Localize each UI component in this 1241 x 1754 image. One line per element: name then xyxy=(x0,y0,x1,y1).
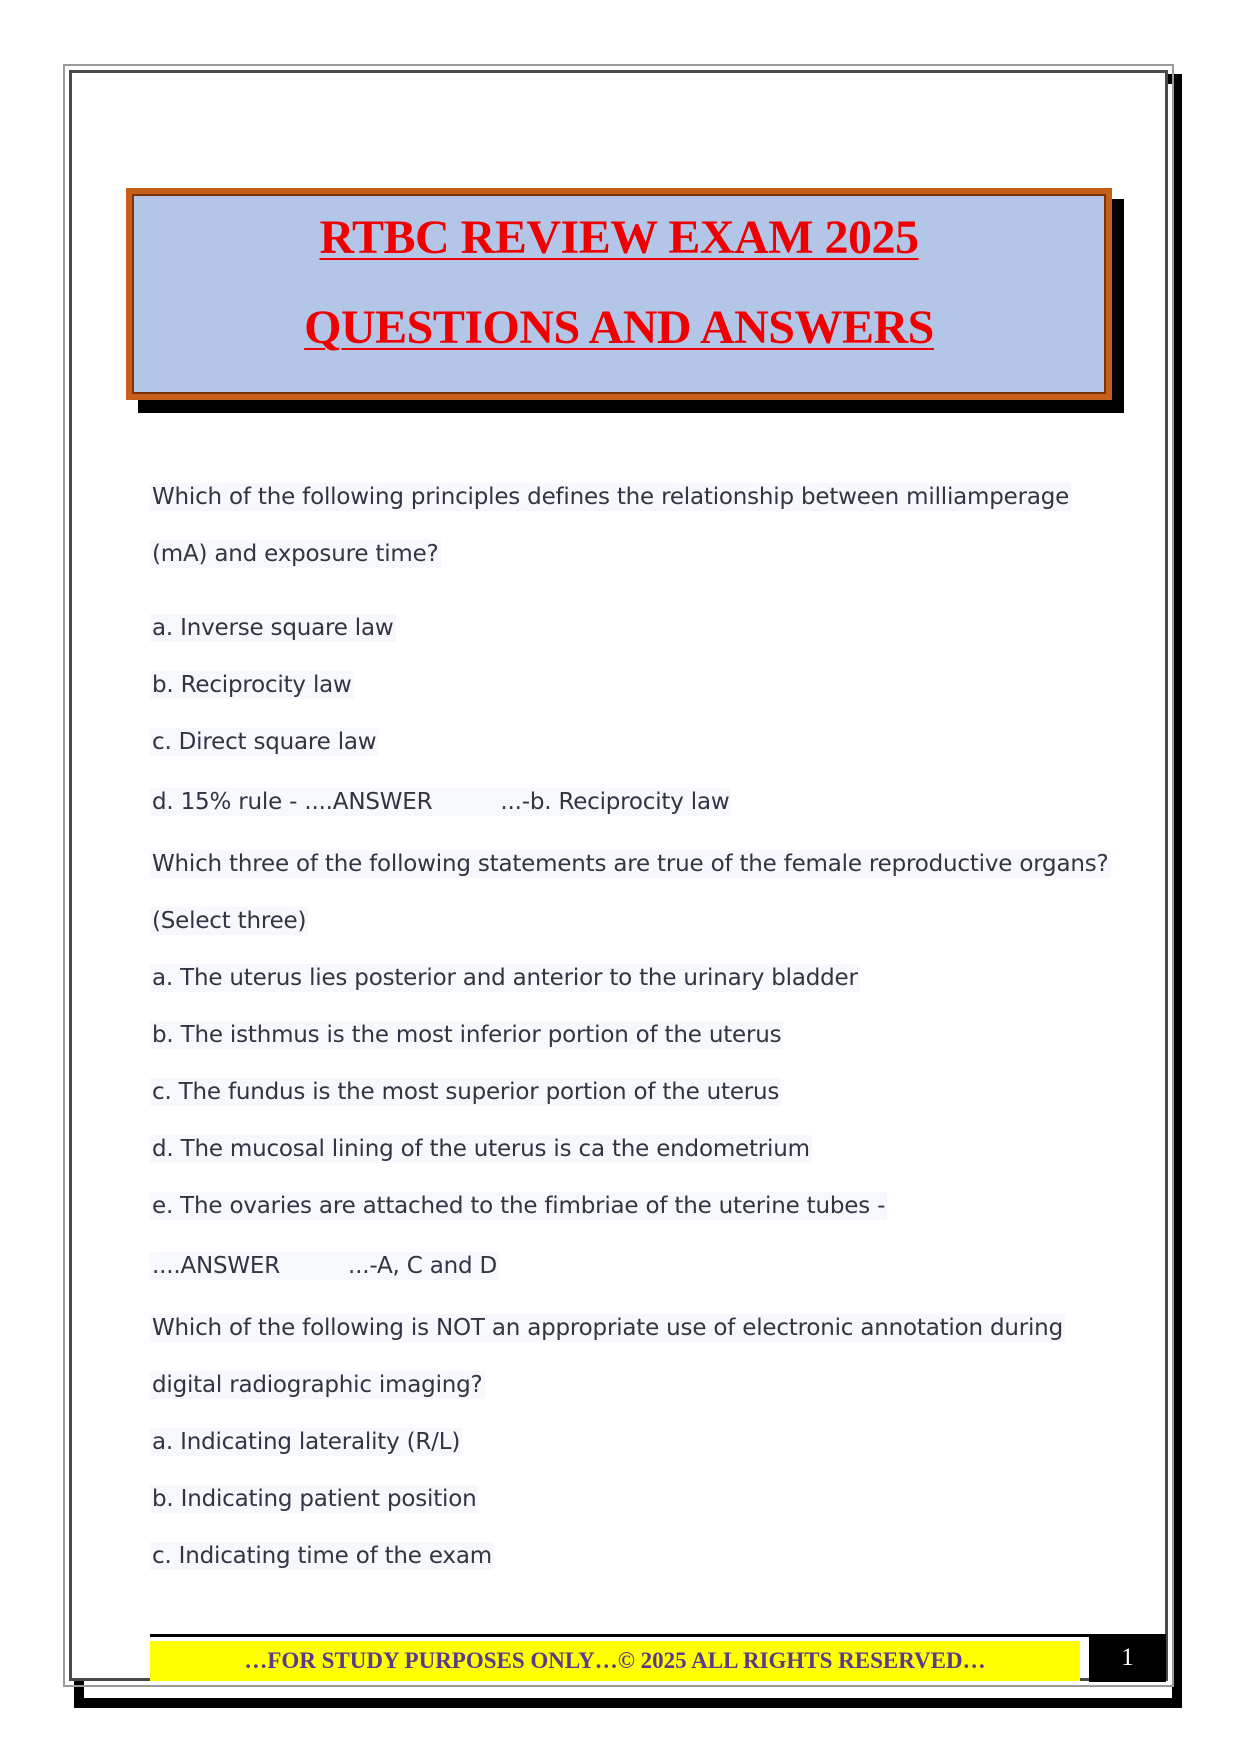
footer-text: …FOR STUDY PURPOSES ONLY…© 2025 ALL RIGHTS RESERVED… xyxy=(244,1648,986,1673)
question-2-option-e: e. The ovaries are attached to the fimbriae of the uterine tubes - xyxy=(152,1193,886,1219)
question-2-answer: ...-A, C and D xyxy=(348,1253,497,1279)
question-1-answer-line xyxy=(150,788,731,816)
title-line-2: QUESTIONS AND ANSWERS xyxy=(304,301,934,354)
question-3-option-c: c. Indicating time of the exam xyxy=(152,1543,492,1569)
question-1-option-c: c. Direct square law xyxy=(152,729,377,755)
question-2-option-a: a. The uterus lies posterior and anterior to the urinary bladder xyxy=(152,965,858,991)
question-2-stem-line-1: Which three of the following statements are true of the female reproductive organs? xyxy=(152,851,1109,877)
question-2-answer-label: ....ANSWER xyxy=(152,1253,281,1279)
title-box xyxy=(126,188,1112,400)
question-1-option-d: d. 15% rule - ....ANSWER xyxy=(152,789,433,815)
question-3-stem-line-2: digital radiographic imaging? xyxy=(152,1372,483,1398)
question-1-option-a: a. Inverse square law xyxy=(152,615,394,641)
footer-rule xyxy=(150,1634,1166,1637)
title-line-1: RTBC REVIEW EXAM 2025 xyxy=(319,211,919,264)
question-1-stem-line-1: Which of the following principles defines the relationship between milliamperage xyxy=(152,484,1070,510)
question-2-option-d: d. The mucosal lining of the uterus is ca the endometrium xyxy=(152,1136,810,1162)
question-2-option-c: c. The fundus is the most superior portion of the uterus xyxy=(152,1079,780,1105)
question-3-stem-line-1: Which of the following is NOT an appropriate use of electronic annotation during xyxy=(152,1315,1063,1341)
question-2-stem-line-2: (Select three) xyxy=(152,908,307,934)
question-1-stem-line-2: (mA) and exposure time? xyxy=(152,541,439,567)
page-number: 1 xyxy=(1089,1634,1166,1682)
question-1-option-b: b. Reciprocity law xyxy=(152,672,352,698)
question-2-option-b: b. The isthmus is the most inferior portion of the uterus xyxy=(152,1022,782,1048)
question-3-option-a: a. Indicating laterality (R/L) xyxy=(152,1429,461,1455)
question-1-answer: ...-b. Reciprocity law xyxy=(500,789,730,815)
question-2-answer-line xyxy=(150,1252,499,1280)
question-3-option-b: b. Indicating patient position xyxy=(152,1486,477,1512)
